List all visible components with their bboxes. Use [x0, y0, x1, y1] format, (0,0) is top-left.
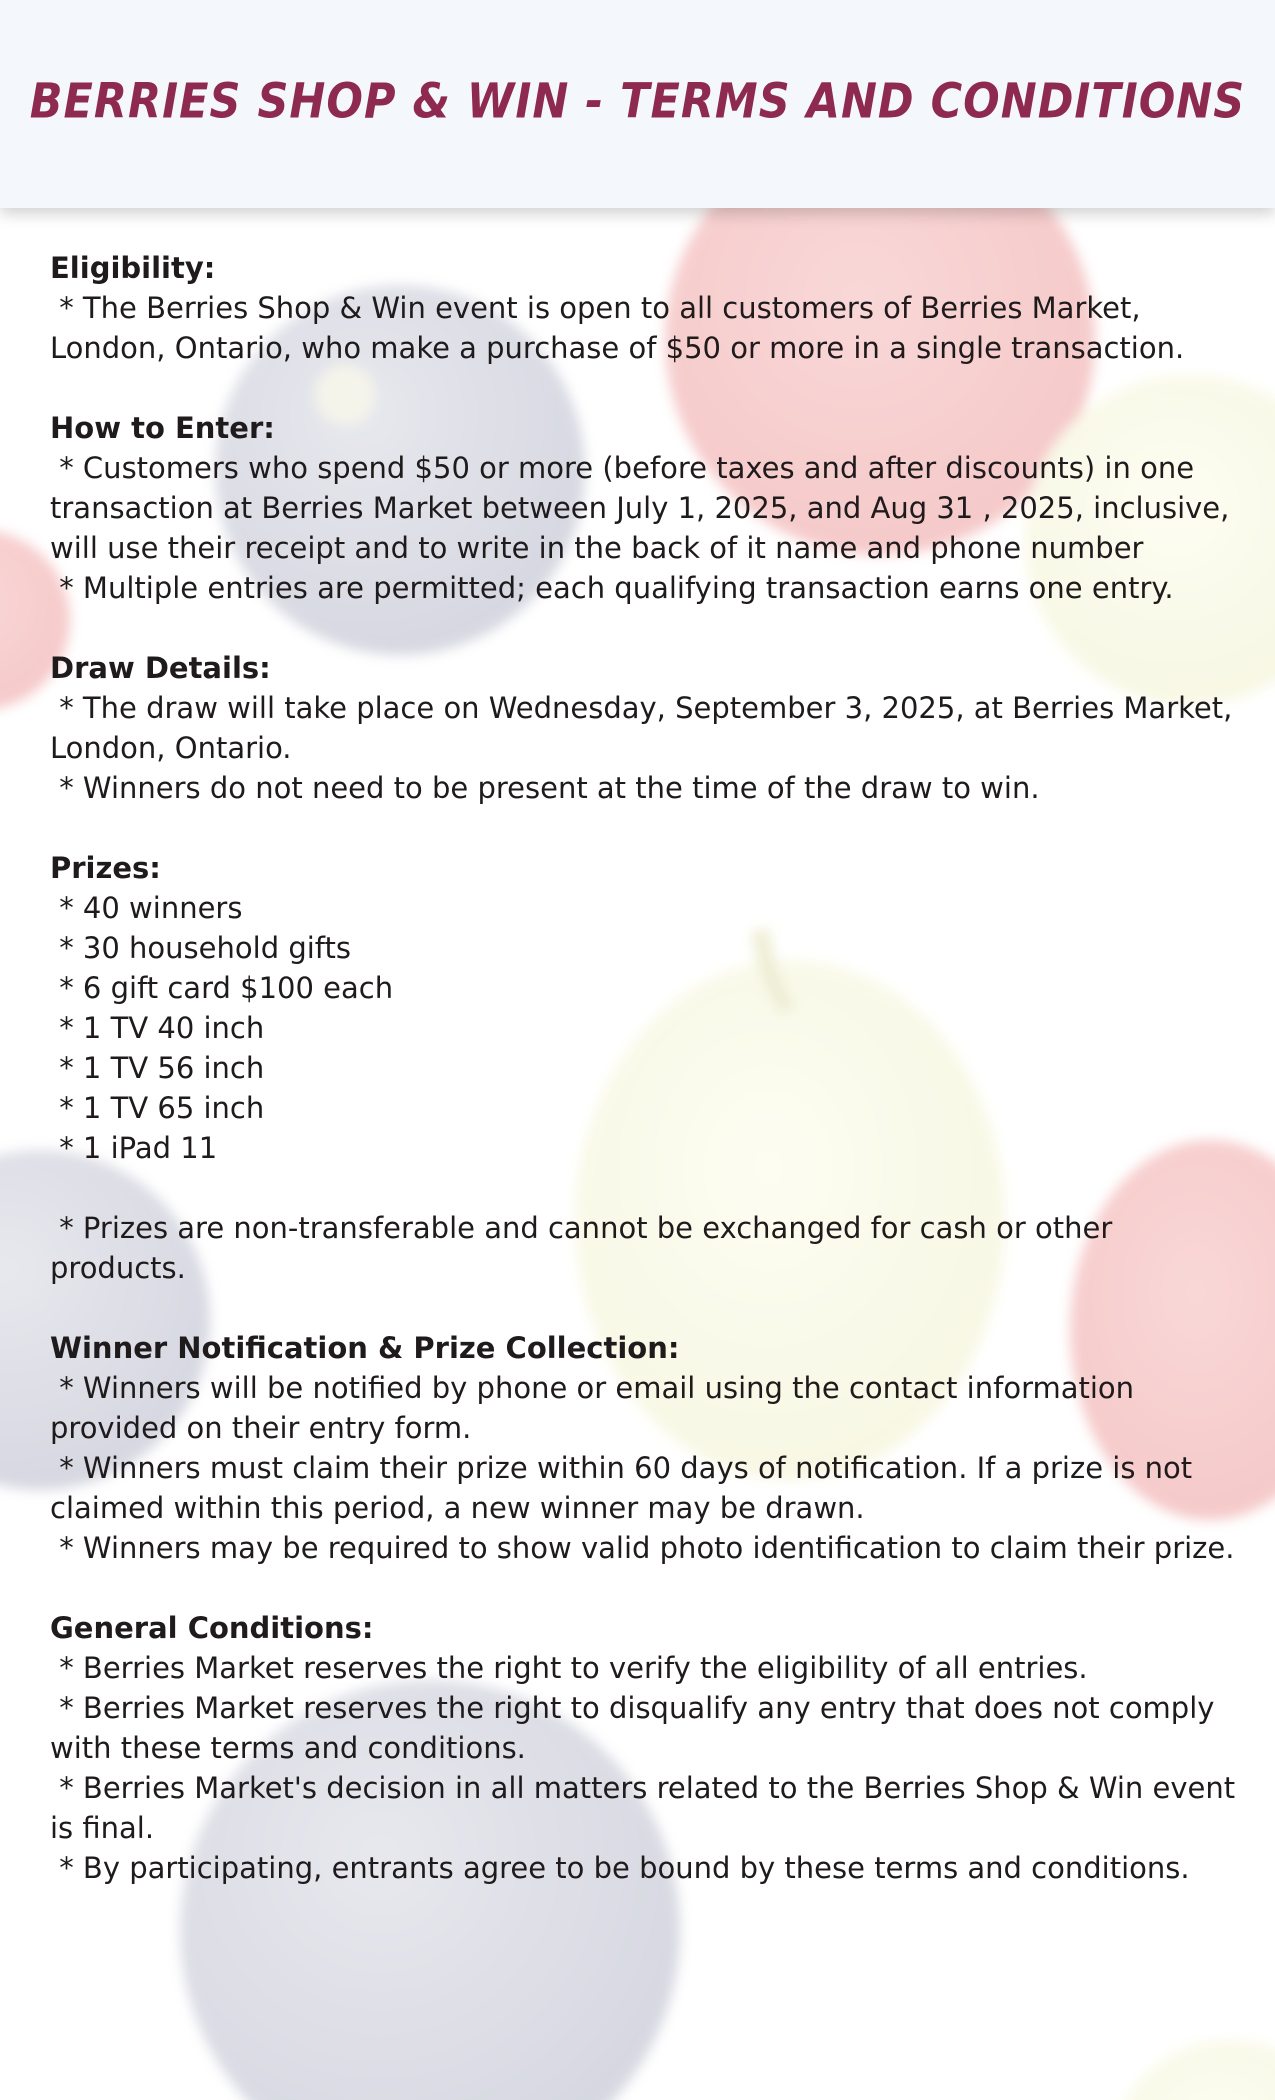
- term-line: * By participating, entrants agree to be bound by these terms and conditions.: [50, 1851, 1190, 1885]
- term-line: * Berries Market's decision in all matters related to the Berries Shop & Win event is final.: [50, 1771, 1245, 1845]
- prize-item: * 1 iPad 11: [50, 1131, 218, 1165]
- term-line: * Winners may be required to show valid photo identification to claim their prize.: [50, 1531, 1235, 1565]
- prize-item: * 1 TV 40 inch: [50, 1011, 265, 1045]
- winner-notification-section: [50, 1328, 1240, 1568]
- prize-item: * 1 TV 56 inch: [50, 1051, 265, 1085]
- prizes-section: [50, 848, 1240, 1288]
- prize-item: * 1 TV 65 inch: [50, 1091, 265, 1125]
- term-line: * Winners do not need to be present at the time of the draw to win.: [50, 771, 1040, 805]
- terms-content: [50, 248, 1245, 1928]
- term-line: * Berries Market reserves the right to disqualify any entry that does not comply with these terms and conditions.: [50, 1691, 1224, 1765]
- page-title: BERRIES SHOP & WIN - TERMS AND CONDITIONS: [29, 74, 1246, 130]
- prize-note: * Prizes are non-transferable and cannot be exchanged for cash or other products.: [50, 1211, 1122, 1285]
- section-heading: General Conditions:: [50, 1611, 374, 1645]
- how-to-enter-section: [50, 408, 1240, 608]
- eligibility-section: [50, 248, 1240, 368]
- section-heading: Prizes:: [50, 851, 161, 885]
- term-line: * The Berries Shop & Win event is open to all customers of Berries Market, London, Ontario, who make a purchase of $50 or more in a single transaction.: [50, 291, 1185, 365]
- term-line: * Multiple entries are permitted; each qualifying transaction earns one entry.: [50, 571, 1174, 605]
- term-line: * Customers who spend $50 or more (before taxes and after discounts) in one transaction at Berries Market between July 1, 2025, and Aug 31 , 2025, inclusive, will use their receipt and to write in the back of it name and phone number: [50, 451, 1239, 565]
- page-header: [0, 0, 1275, 208]
- draw-details-section: [50, 648, 1240, 808]
- spacer: [50, 1168, 1240, 1208]
- prize-item: * 6 gift card $100 each: [50, 971, 394, 1005]
- term-line: * Winners must claim their prize within 60 days of notification. If a prize is not claimed within this period, a new winner may be drawn.: [50, 1451, 1202, 1525]
- section-heading: Winner Notification & Prize Collection:: [50, 1331, 680, 1365]
- term-line: * The draw will take place on Wednesday, September 3, 2025, at Berries Market, London, Ontario.: [50, 691, 1242, 765]
- general-conditions-section: [50, 1608, 1245, 1888]
- prize-item: * 30 household gifts: [50, 931, 351, 965]
- section-heading: Eligibility:: [50, 251, 216, 285]
- term-line: * Berries Market reserves the right to verify the eligibility of all entries.: [50, 1651, 1088, 1685]
- term-line: * Winners will be notified by phone or email using the contact information provided on their entry form.: [50, 1371, 1144, 1445]
- section-heading: How to Enter:: [50, 411, 275, 445]
- prize-item: * 40 winners: [50, 891, 243, 925]
- section-heading: Draw Details:: [50, 651, 271, 685]
